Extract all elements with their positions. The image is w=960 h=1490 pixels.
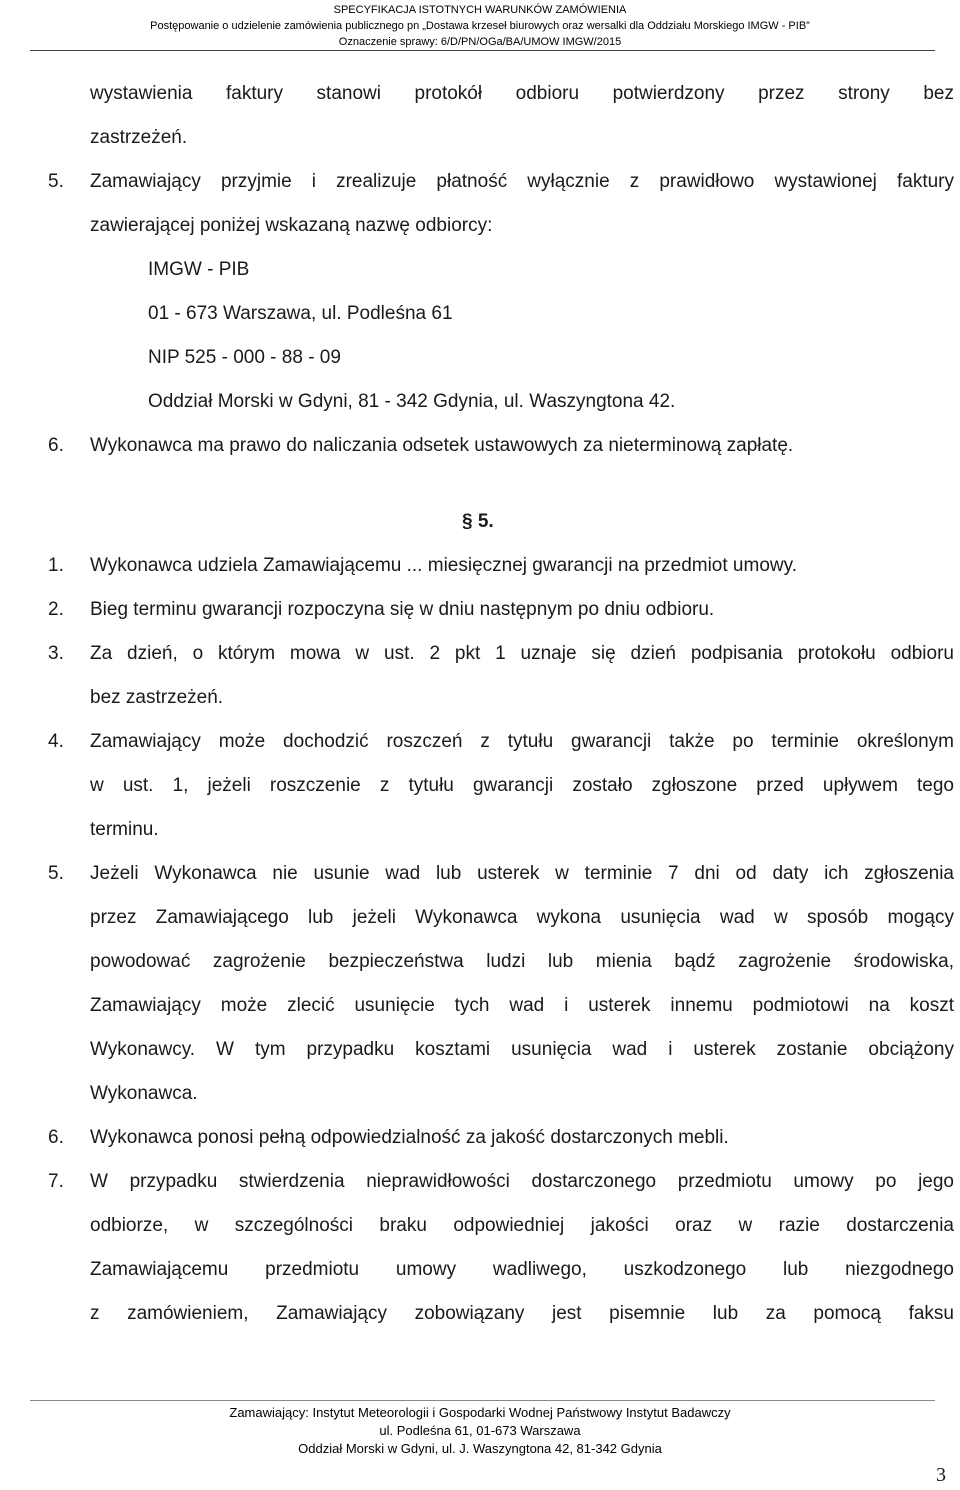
text-line: odbiorze, w szczególności braku odpowiedniej jakości oraz w razie dostarczenia (90, 1215, 954, 1236)
list-number: 7. (48, 1171, 64, 1192)
footer-divider (30, 1400, 935, 1401)
section-heading: § 5. (462, 511, 494, 532)
paragraph-line (0, 1292, 960, 1336)
list-item (0, 1160, 960, 1204)
header-case-id: Oznaczenie sprawy: 6/D/PN/OGa/BA/UMOW IMGW/2015 (338, 36, 622, 48)
text-line: Wykonawca ponosi pełną odpowiedzialność za jakość dostarczonych mebli. (90, 1127, 729, 1148)
list-number: 6. (48, 435, 64, 456)
header-procedure: Postępowanie o udzielenie zamówienia publicznego pn „Dostawa krzeseł biurowych oraz wersalki dla Oddziału Morskiego IMGW - PIB” (150, 20, 810, 32)
list-number: 5. (48, 863, 64, 884)
paragraph-line (0, 204, 960, 248)
text-line: Wykonawca ma prawo do naliczania odsetek ustawowych za nieterminową zapłatę. (90, 435, 794, 456)
recipient-address: 01 - 673 Warszawa, ul. Podleśna 61 (148, 303, 453, 324)
list-number: 6. (48, 1127, 64, 1148)
list-item (0, 852, 960, 896)
text-line: Zamawiający może dochodzić roszczeń z tytułu gwarancji także po terminie określonym (90, 731, 954, 752)
document-body (0, 72, 960, 1336)
paragraph-line (0, 896, 960, 940)
text-line: Za dzień, o którym mowa w ust. 2 pkt 1 uznaje się dzień podpisania protokołu odbioru (90, 643, 954, 664)
footer-address: ul. Podleśna 61, 01-673 Warszawa (379, 1423, 581, 1438)
recipient-name: IMGW - PIB (148, 259, 250, 280)
text-line: powodować zagrożenie bezpieczeństwa ludzi lub mienia bądź zagrożenie środowiska, (90, 951, 954, 972)
list-number: 3. (48, 643, 64, 664)
footer-contracting-authority: Zamawiający: Instytut Meteorologii i Gospodarki Wodnej Państwowy Instytut Badawczy (229, 1405, 731, 1420)
text-line: zawierającej poniżej wskazaną nazwę odbiorcy: (90, 215, 493, 236)
list-item (0, 720, 960, 764)
list-item (0, 632, 960, 676)
list-number: 2. (48, 599, 64, 620)
list-number: 5. (48, 171, 64, 192)
text-line: Wykonawca. (90, 1083, 198, 1104)
text-line: Zamawiający może zlecić usunięcie tych wad i usterek innemu podmiotowi na koszt (90, 995, 954, 1016)
text-line: Wykonawcy. W tym przypadku kosztami usunięcia wad i usterek zostanie obciążony (90, 1039, 954, 1060)
paragraph-line (0, 984, 960, 1028)
paragraph-line (0, 676, 960, 720)
recipient-branch: Oddział Morski w Gdyni, 81 - 342 Gdynia, ul. Waszyngtona 42. (148, 391, 676, 412)
text-line: Wykonawca udziela Zamawiającemu ... miesięcznej gwarancji na przedmiot umowy. (90, 555, 797, 576)
spacer (0, 468, 960, 500)
text-line: Zamawiający przyjmie i zrealizuje płatność wyłącznie z prawidłowo wystawionej faktury (90, 171, 954, 192)
page-footer (0, 1404, 960, 1458)
list-item (0, 544, 960, 588)
paragraph-line (0, 1204, 960, 1248)
text-line: terminu. (90, 819, 159, 840)
text-line: bez zastrzeżeń. (90, 687, 224, 708)
text-line: zastrzeżeń. (90, 127, 188, 148)
address-line (0, 380, 960, 424)
list-number: 1. (48, 555, 64, 576)
paragraph-line (0, 72, 960, 116)
list-item (0, 588, 960, 632)
paragraph-line (0, 116, 960, 160)
header-title: SPECYFIKACJA ISTOTNYCH WARUNKÓW ZAMÓWIENIA (333, 4, 627, 16)
list-number: 4. (48, 731, 64, 752)
page-header (0, 2, 960, 50)
paragraph-line (0, 940, 960, 984)
text-line: z zamówieniem, Zamawiający zobowiązany jest pisemnie lub za pomocą faksu (90, 1303, 954, 1324)
list-item (0, 160, 960, 204)
paragraph-line (0, 1248, 960, 1292)
text-line: wystawienia faktury stanowi protokół odbioru potwierdzony przez strony bez (90, 83, 954, 104)
paragraph-line (0, 764, 960, 808)
page-number: 3 (936, 1464, 946, 1486)
address-line (0, 248, 960, 292)
text-line: w ust. 1, jeżeli roszczenie z tytułu gwarancji zostało zgłoszone przed upływem tego (90, 775, 954, 796)
address-line (0, 292, 960, 336)
text-line: Bieg terminu gwarancji rozpoczyna się w dniu następnym po dniu odbioru. (90, 599, 715, 620)
paragraph-line (0, 808, 960, 852)
section-heading-row (0, 500, 960, 544)
recipient-nip: NIP 525 - 000 - 88 - 09 (148, 347, 341, 368)
text-line: W przypadku stwierdzenia nieprawidłowości dostarczonego przedmiotu umowy po jego (90, 1171, 954, 1192)
text-line: Jeżeli Wykonawca nie usunie wad lub usterek w terminie 7 dni od daty ich zgłoszenia (90, 863, 954, 884)
list-item (0, 1116, 960, 1160)
paragraph-line (0, 1072, 960, 1116)
address-line (0, 336, 960, 380)
text-line: Zamawiającemu przedmiotu umowy wadliwego, uszkodzonego lub niezgodnego (90, 1259, 954, 1280)
paragraph-line (0, 1028, 960, 1072)
header-divider (30, 50, 935, 51)
list-item (0, 424, 960, 468)
text-line: przez Zamawiającego lub jeżeli Wykonawca wykona usunięcia wad w sposób mogący (90, 907, 954, 928)
footer-branch: Oddział Morski w Gdyni, ul. J. Waszyngtona 42, 81-342 Gdynia (298, 1441, 662, 1456)
